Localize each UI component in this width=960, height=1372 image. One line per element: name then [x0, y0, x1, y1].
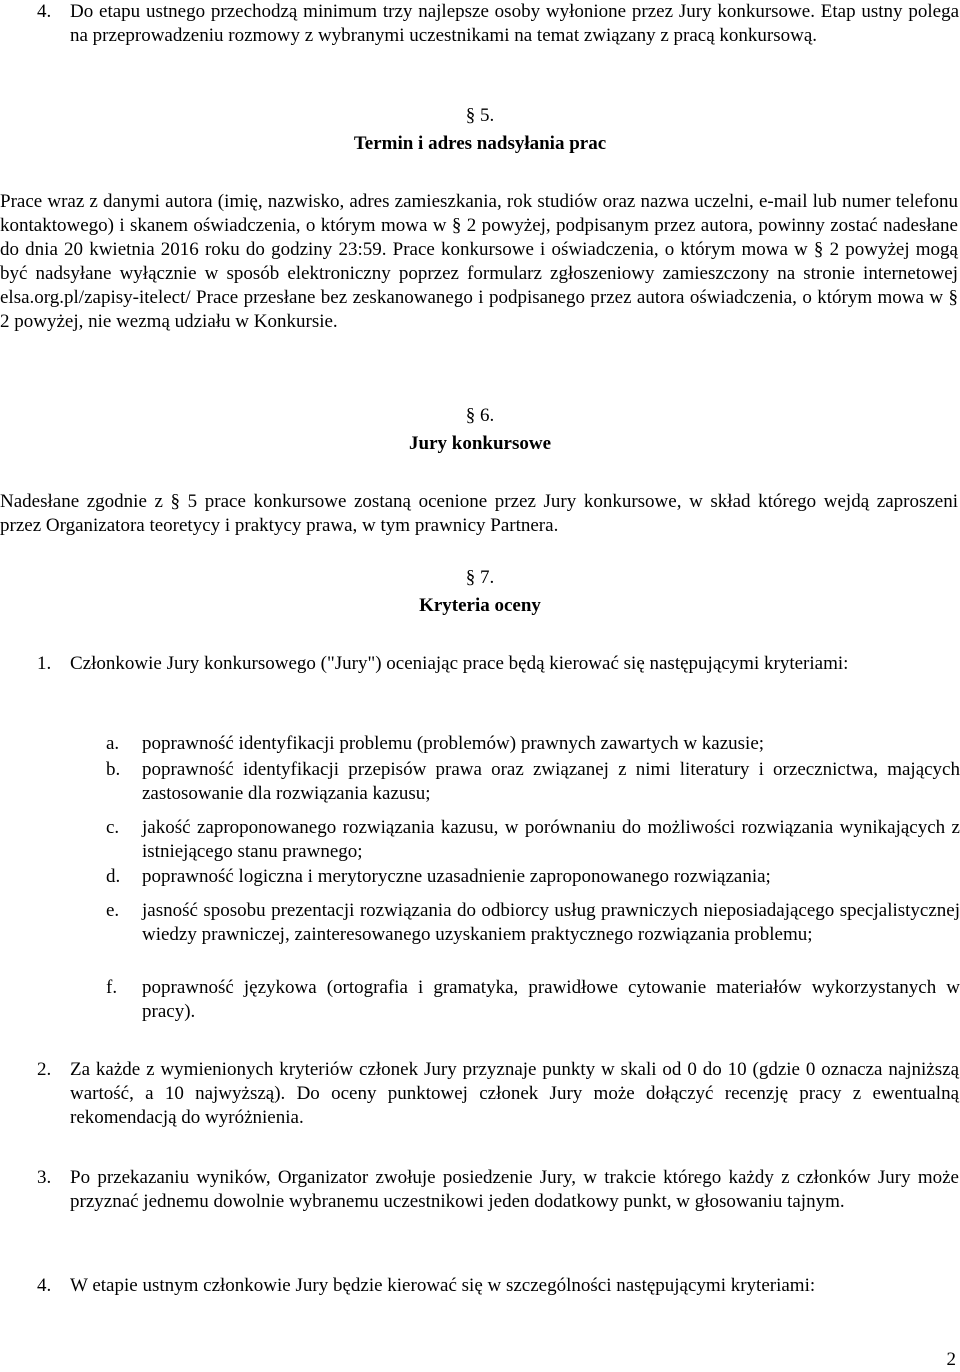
- list-item: [37, 652, 959, 676]
- criterion-text: poprawność logiczna i merytoryczne uzasadnienie zaproponowanego rozwiązania;: [142, 866, 771, 887]
- item-text: Po przekazaniu wyników, Organizator zwołuje posiedzenie Jury, w trakcie którego każdy z członków Jury może przyznać jednemu dowolnie wybranemu uczestnikowi jeden dodatkowy punkt, w głosowaniu tajnym.: [70, 1167, 959, 1212]
- criterion-letter: a.: [106, 733, 120, 754]
- criterion-item: [106, 816, 960, 864]
- item-text: Za każde z wymienionych kryteriów członek Jury przyznaje punkty w skali od 0 do 10 (gdzie 0 oznacza najniższą wartość, a 10 najwyższą). Do oceny punktowej członek Jury może dołączyć recenzję pracy z ewentualną rekomendacją do wyróżnienia.: [70, 1059, 959, 1128]
- criterion-text: jakość zaproponowanego rozwiązania kazusu, w porównaniu do możliwości rozwiązania wynikających z istniejącego stanu prawnego;: [142, 817, 960, 862]
- criterion-letter: e.: [106, 900, 120, 921]
- criterion-item: [106, 732, 960, 756]
- section-number: § 6.: [465, 405, 495, 426]
- criterion-letter: f.: [106, 977, 118, 998]
- section-title: Kryteria oceny: [419, 595, 541, 616]
- criterion-text: poprawność identyfikacji przepisów prawa oraz związanej z nimi literatury i orzecznictwa, mających zastosowanie dla rozwiązania kazusu;: [142, 759, 960, 804]
- item-text: Do etapu ustnego przechodzą minimum trzy najlepsze osoby wyłonione przez Jury konkursowe. Etap ustny polega na przeprowadzeniu rozmowy z wybranymi uczestnikami na temat związany z pracą konkursową.: [70, 1, 959, 46]
- item-number: 3.: [37, 1167, 52, 1188]
- item-number: 2.: [37, 1059, 52, 1080]
- item-number: 4.: [37, 1, 52, 22]
- criterion-text: jasność sposobu prezentacji rozwiązania do odbiorcy usług prawniczych nieposiadającego specjalistycznej wiedzy prawniczej, zainteresowanego uzyskaniem praktycznego rozwiązania problemu;: [142, 900, 960, 945]
- item-text: W etapie ustnym członkowie Jury będzie kierować się w szczególności następującymi kryteriami:: [70, 1275, 816, 1296]
- list-item: [37, 1274, 959, 1298]
- item-text: Członkowie Jury konkursowego ("Jury") oceniając prace będą kierować się następującymi kryteriami:: [70, 653, 849, 674]
- criterion-letter: c.: [106, 817, 120, 838]
- criterion-letter: b.: [106, 759, 121, 780]
- section-number: § 5.: [465, 105, 495, 126]
- criterion-item: [106, 976, 960, 1024]
- criterion-item: [106, 899, 960, 947]
- page-number: 2: [946, 1349, 956, 1370]
- list-item: [37, 0, 959, 48]
- criterion-item: [106, 758, 960, 806]
- item-number: 1.: [37, 653, 52, 674]
- list-item: [37, 1058, 959, 1130]
- section-title: Jury konkursowe: [409, 433, 551, 454]
- criterion-letter: d.: [106, 866, 121, 887]
- paragraph: Prace wraz z danymi autora (imię, nazwisko, adres zamieszkania, rok studiów oraz nazwa uczelni, e-mail lub numer telefonu kontaktowego) i skanem oświadczenia, o którym mowa w § 2 powyżej, podpisanym przez autora, powinny zostać nadesłane do dnia 20 kwietnia 2016 roku do godziny 23:59. Prace konkursowe i oświadczenia, o którym mowa w § 2 powyżej mogą być nadsyłane wyłącznie w sposób elektroniczny poprzez formularz zgłoszeniowy zamieszczony na stronie internetowej elsa.org.pl/zapisy-itelect/ Prace przesłane bez zeskanowanego i podpisanego przez autora oświadczenia, o którym mowa w § 2 powyżej, nie wezmą udziału w Konkursie.: [0, 191, 958, 332]
- item-number: 4.: [37, 1275, 52, 1296]
- criterion-item: [106, 865, 960, 889]
- list-item: [37, 1166, 959, 1214]
- paragraph: Nadesłane zgodnie z § 5 prace konkursowe zostaną ocenione przez Jury konkursowe, w skład którego wejdą zaproszeni przez Organizatora teoretycy i praktycy prawa, w tym prawnicy Partnera.: [0, 491, 958, 536]
- section-number: § 7.: [465, 567, 495, 588]
- criterion-text: poprawność językowa (ortografia i gramatyka, prawidłowe cytowanie materiałów wykorzystanych w pracy).: [142, 977, 960, 1022]
- criterion-text: poprawność identyfikacji problemu (problemów) prawnych zawartych w kazusie;: [142, 733, 765, 754]
- section-title: Termin i adres nadsyłania prac: [353, 133, 607, 154]
